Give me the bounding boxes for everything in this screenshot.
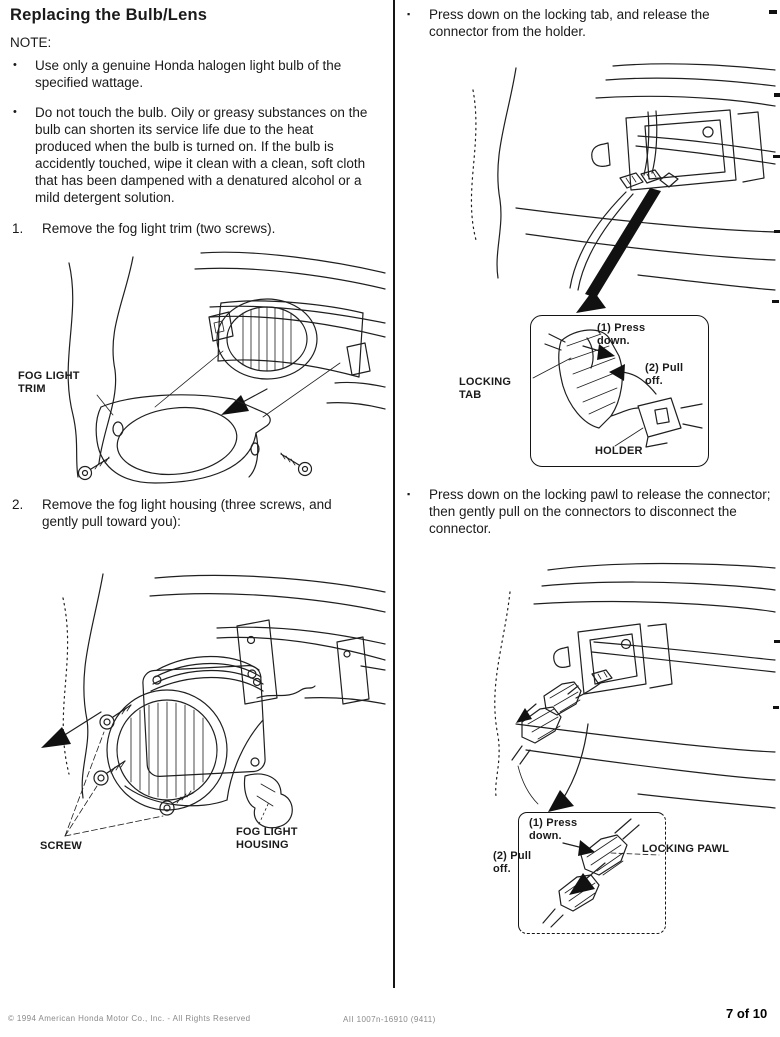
- instruction-text: Press down on the locking pawl to release the connector; then gently pull on the connectors to disconnect the connector.: [429, 487, 771, 536]
- inset-step1-label: (1) Press down.: [529, 817, 578, 842]
- instruction-text: Press down on the locking tab, and release the connector from the holder.: [429, 7, 710, 39]
- step-number: 2.: [12, 497, 24, 512]
- note-text: Do not touch the bulb. Oily or greasy substances on the bulb can shorten its service life due to the heat produced when the bulb is turned on. If the bulb is accidently touched, wipe it clean with a clean, soft cloth that has been dampened with a denatured alcohol or a mild detergent solution.: [35, 105, 368, 205]
- locking-pawl-label: LOCKING PAWL: [642, 843, 730, 855]
- locking-tab-label: LOCKING TAB: [459, 376, 512, 401]
- fog-light-trim-label: FOG LIGHT TRIM: [18, 370, 80, 395]
- bullet-icon: ▪: [407, 9, 411, 19]
- step-text: Remove the fog light trim (two screws).: [42, 221, 276, 236]
- footer-doc-code: AII 1007n-16910 (9411): [343, 1015, 436, 1024]
- screw-label: SCREW: [40, 840, 82, 852]
- scan-artifact-mark: [774, 230, 780, 233]
- step-item-1: [12, 220, 384, 237]
- locking-tab-location-illustration: [398, 60, 776, 318]
- page-title: Replacing the Bulb/Lens: [10, 6, 208, 24]
- scan-artifact-mark: [769, 10, 777, 14]
- scan-artifact-mark: [774, 640, 780, 643]
- holder-label: HOLDER: [595, 445, 643, 457]
- locking-tab-inset: [530, 315, 709, 467]
- note-item: [10, 57, 382, 91]
- page-indicator: 7 of 10: [726, 1006, 768, 1021]
- step-text: Remove the fog light housing (three screws, and gently pull toward you):: [42, 497, 332, 529]
- inset-step1-label: (1) Press down.: [597, 322, 646, 347]
- scan-artifact-mark: [773, 155, 780, 158]
- scan-artifact-mark: [773, 706, 779, 709]
- instruction-item: [404, 486, 778, 537]
- fog-light-housing-label: FOG LIGHT HOUSING: [236, 826, 298, 851]
- note-text: Use only a genuine Honda halogen light bulb of the specified wattage.: [35, 58, 342, 90]
- inset-step2-label: (2) Pull off.: [493, 850, 532, 875]
- step-number: 1.: [12, 221, 24, 236]
- bullet-icon: •: [13, 59, 17, 71]
- note-item: [10, 104, 382, 206]
- fog-light-trim-illustration: [5, 245, 387, 493]
- bullet-icon: ▪: [407, 489, 411, 499]
- bullet-icon: •: [13, 106, 17, 118]
- scan-artifact-mark: [774, 93, 780, 97]
- locking-pawl-location-illustration: [398, 556, 776, 814]
- footer-copyright: © 1994 American Honda Motor Co., Inc. - All Rights Reserved: [8, 1014, 251, 1023]
- column-divider: [393, 0, 395, 988]
- instruction-item: [404, 6, 778, 40]
- inset-step2-label: (2) Pull off.: [645, 362, 684, 387]
- note-label: NOTE:: [10, 35, 52, 50]
- step-item-2: [12, 496, 384, 530]
- scan-artifact-mark: [772, 300, 779, 303]
